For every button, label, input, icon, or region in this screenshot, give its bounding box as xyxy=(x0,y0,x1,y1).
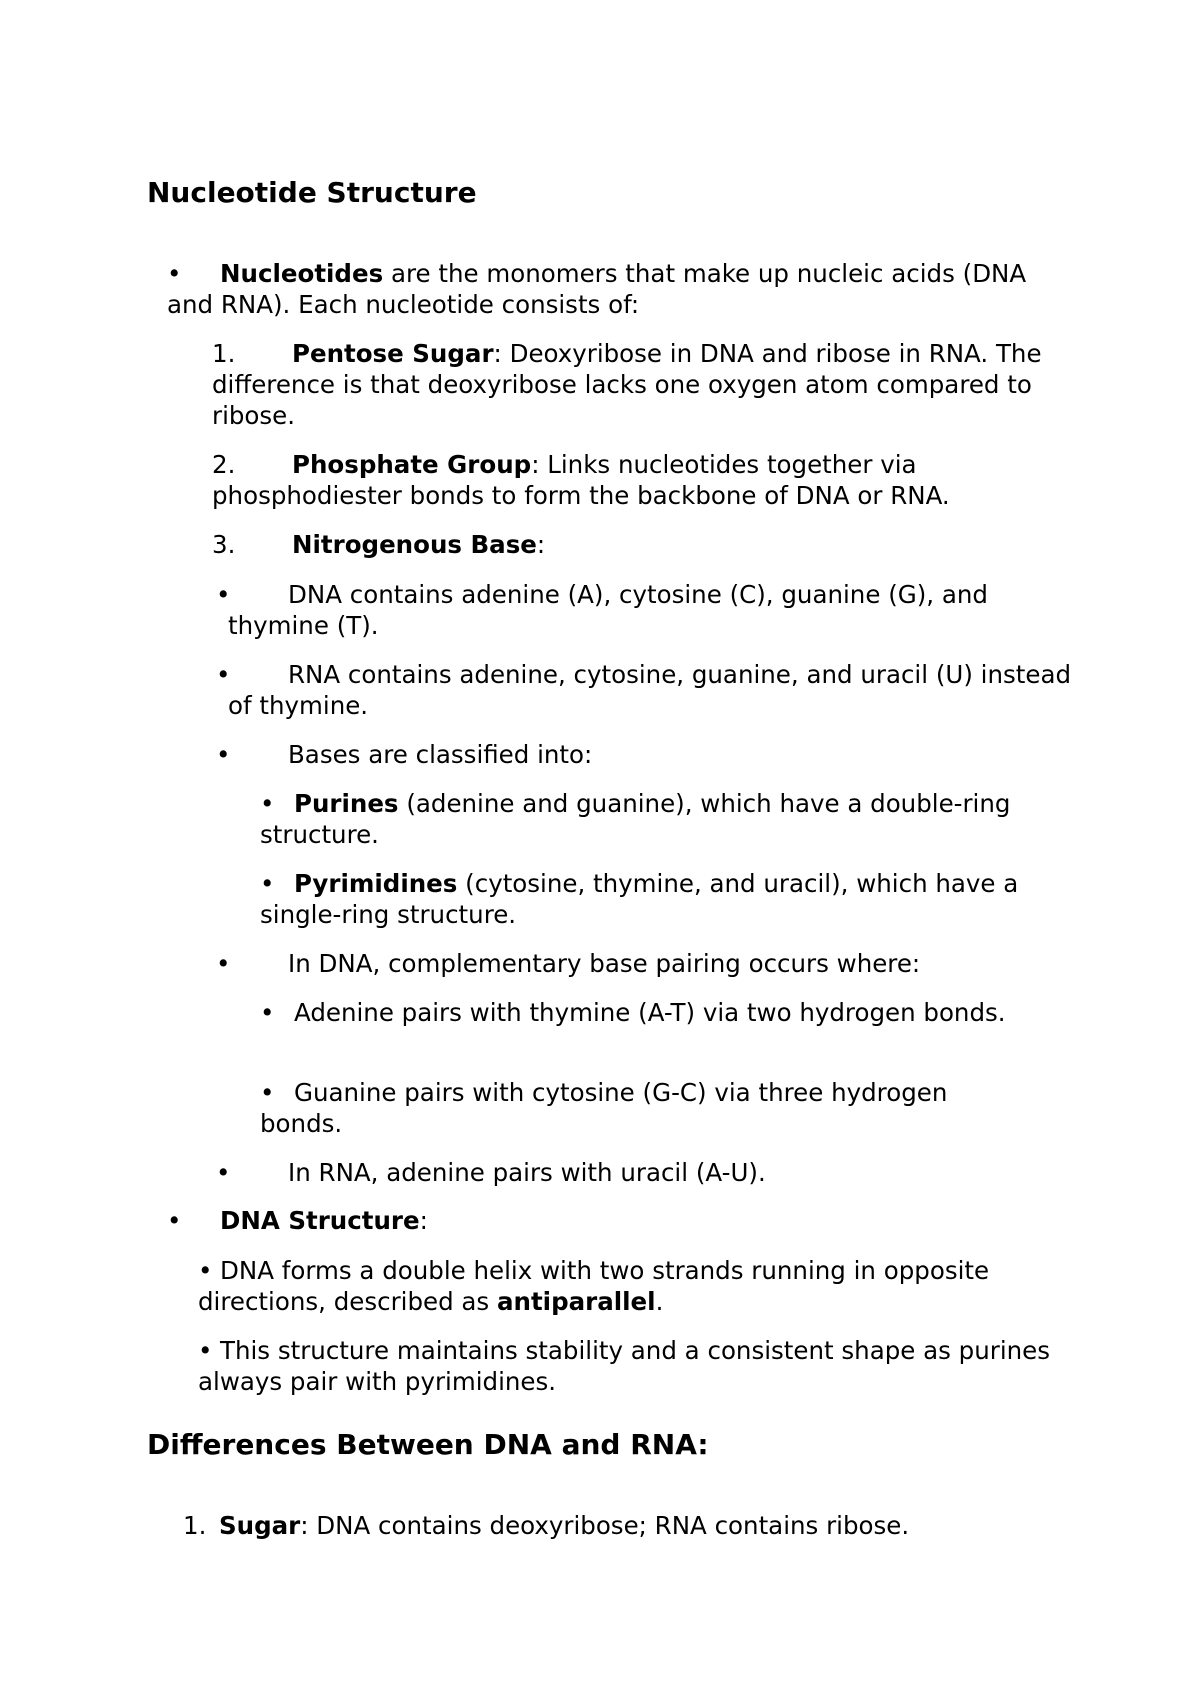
bullet: • xyxy=(260,998,275,1027)
at-pair-text: Adenine pairs with thymine (A-T) via two hydrogen bonds. xyxy=(294,998,1006,1027)
heading-differences: Differences Between DNA and RNA: xyxy=(147,1428,709,1461)
bullet: • xyxy=(216,949,231,978)
bullet: • xyxy=(167,1206,182,1235)
purines-text: (adenine and guanine), which have a double-ring structure. xyxy=(260,789,1011,849)
list-item xyxy=(216,659,1078,721)
bullet: • xyxy=(216,580,231,609)
item-number: 1. xyxy=(212,339,236,368)
difference-text: : DNA contains deoxyribose; RNA contains ribose. xyxy=(300,1511,910,1540)
term-nucleotides: Nucleotides xyxy=(220,259,384,288)
list-item xyxy=(198,1335,1058,1397)
component-text: : Deoxyribose in DNA and ribose in RNA. The difference is that deoxyribose lacks one oxygen atom compared to ribose. xyxy=(212,339,1042,430)
pyrimidines-text: (cytosine, thymine, and uracil), which have a single-ring structure. xyxy=(260,869,1019,929)
list-item xyxy=(216,739,1078,770)
item-number: 2. xyxy=(212,450,236,479)
list-item xyxy=(216,948,1078,979)
helix-text: DNA forms a double helix with two strands running in opposite directions, described as xyxy=(198,1256,990,1316)
heading-nucleotide-structure: Nucleotide Structure xyxy=(147,176,477,209)
pairing-text: In DNA, complementary base pairing occurs where: xyxy=(288,949,921,978)
list-item xyxy=(260,1077,1020,1139)
intro-text: are the monomers that make up nucleic acids (DNA and RNA). Each nucleotide consists of: xyxy=(167,259,1027,319)
bullet: • xyxy=(260,789,275,818)
list-item xyxy=(260,788,1060,850)
bullet: • xyxy=(216,740,231,769)
component-text: : xyxy=(536,530,546,559)
list-item xyxy=(260,868,1060,930)
item-number: 3. xyxy=(212,530,236,559)
difference-item xyxy=(183,1510,1083,1541)
term-phosphate-group: Phosphate Group xyxy=(292,450,532,479)
list-item xyxy=(216,579,1078,641)
term-pentose-sugar: Pentose Sugar xyxy=(292,339,494,368)
dna-structure-item xyxy=(167,1205,1067,1236)
bullet: • xyxy=(216,660,231,689)
bullet: • xyxy=(167,259,182,288)
list-item xyxy=(260,997,1020,1028)
component-item xyxy=(212,338,1082,431)
colon: : xyxy=(419,1206,428,1235)
term-sugar: Sugar xyxy=(219,1511,301,1540)
list-item xyxy=(198,1255,1078,1317)
component-item xyxy=(212,529,1082,560)
bullet: • xyxy=(216,1158,231,1187)
bullet: • xyxy=(198,1336,213,1365)
classified-text: Bases are classified into: xyxy=(288,740,593,769)
gc-pair-text: Guanine pairs with cytosine (G-C) via three hydrogen bonds. xyxy=(260,1078,948,1138)
term-antiparallel: antiparallel xyxy=(496,1287,656,1316)
term-pyrimidines: Pyrimidines xyxy=(294,869,458,898)
term-nitrogenous-base: Nitrogenous Base xyxy=(292,530,537,559)
helix-end: . xyxy=(655,1287,664,1316)
rna-pair-text: In RNA, adenine pairs with uracil (A-U). xyxy=(288,1158,766,1187)
list-item xyxy=(216,1157,1078,1188)
bullet: • xyxy=(198,1256,213,1285)
term-dna-structure: DNA Structure xyxy=(220,1206,420,1235)
item-number: 1. xyxy=(183,1511,207,1540)
term-purines: Purines xyxy=(294,789,399,818)
component-text: : Links nucleotides together via phosphodiester bonds to form the backbone of DNA or RNA. xyxy=(212,450,950,510)
bullet: • xyxy=(260,1078,275,1107)
bullet: • xyxy=(260,869,275,898)
component-item xyxy=(212,449,1082,511)
rna-contains-text: RNA contains adenine, cytosine, guanine, and uracil (U) instead of thymine. xyxy=(228,660,1072,720)
stability-text: This structure maintains stability and a consistent shape as purines always pair with pyrimidines. xyxy=(198,1336,1051,1396)
dna-contains-text: DNA contains adenine (A), cytosine (C), guanine (G), and thymine (T). xyxy=(228,580,988,640)
intro-paragraph xyxy=(167,258,1067,320)
